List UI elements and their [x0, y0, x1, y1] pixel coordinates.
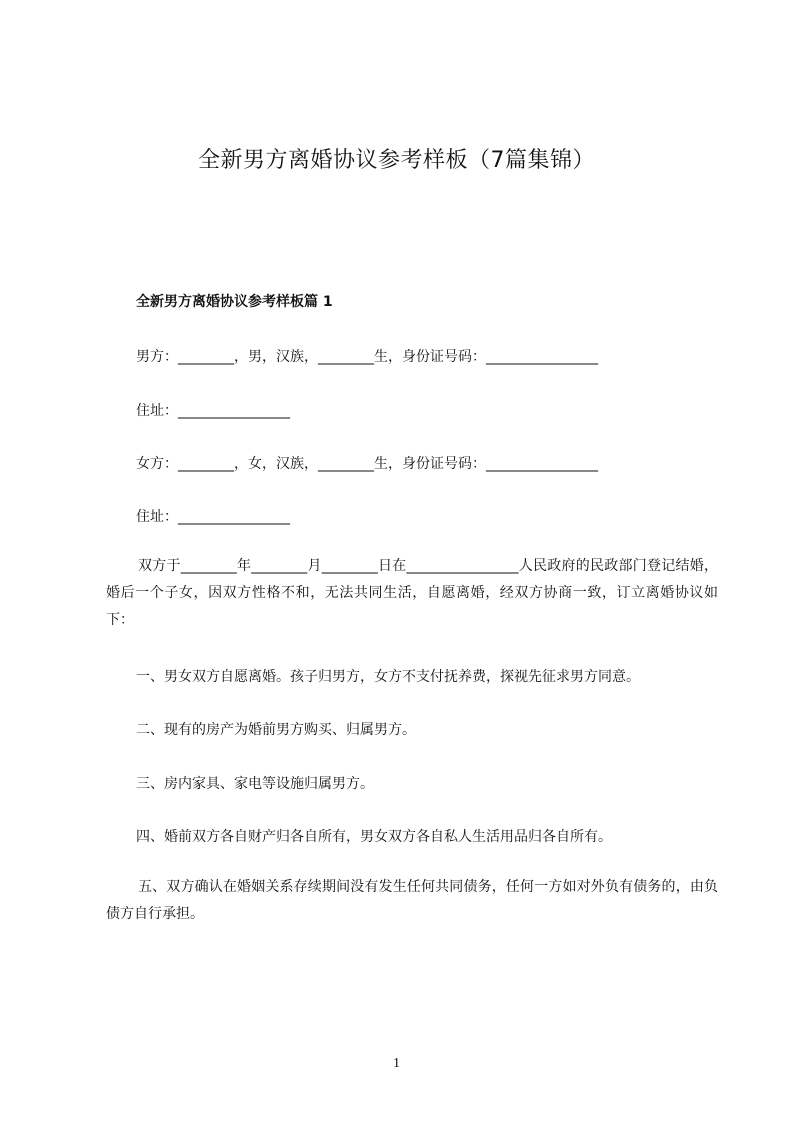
wife-info-line: 女方：________，女，汉族，________生，身份证号码：________________	[136, 456, 598, 472]
husband-address-line: 住址：________________	[136, 403, 290, 419]
intro-paragraph: 双方于________年________月________日在________________人民政府的民政部门登记结婚，婚后一个子女，因双方性格不和，无法共同生活，自愿离婚，经双方协商一致，订立离婚协议如下：	[106, 558, 718, 628]
wife-address-line: 住址：________________	[136, 509, 290, 525]
document-title: 全新男方离婚协议参考样板（7篇集锦）	[198, 148, 595, 173]
section-title: 全新男方离婚协议参考样板篇 1	[136, 294, 333, 310]
clause-2: 二、现有的房产为婚前男方购买、归属男方。	[136, 722, 416, 738]
clause-3: 三、房内家具、家电等设施归属男方。	[136, 776, 374, 792]
clause-5: 五、双方确认在婚姻关系存续期间没有发生任何共同债务，任何一方如对外负有债务的，由负债方自行承担。	[106, 879, 718, 922]
page-number: 1	[393, 1056, 400, 1071]
husband-info-line: 男方：________，男，汉族，________生，身份证号码：________________	[136, 349, 598, 365]
clause-1: 一、男女双方自愿离婚。孩子归男方，女方不支付抚养费，探视先征求男方同意。	[136, 669, 640, 685]
clause-4: 四、婚前双方各自财产归各自所有，男女双方各自私人生活用品归各自所有。	[136, 829, 612, 845]
